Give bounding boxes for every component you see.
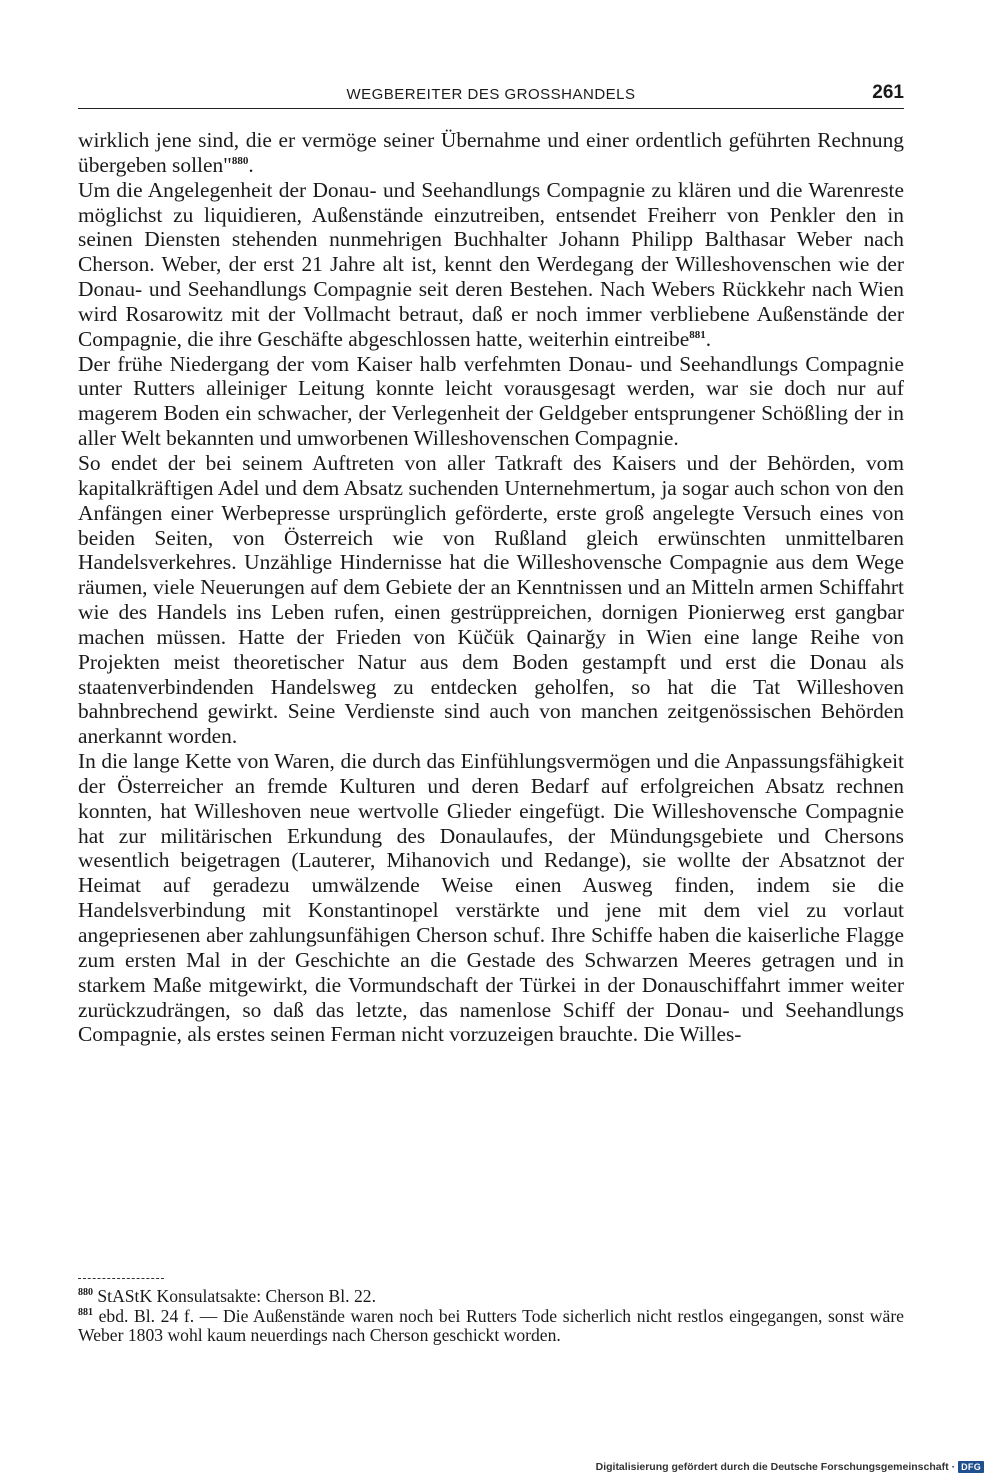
paragraph: [78, 352, 904, 451]
paragraph: [78, 128, 904, 178]
footnote-text: ebd. Bl. 24 f. — Die Außenstände waren noch bei Rutters Tode sicherlich nicht restlos eingegangen, sonst wäre Weber 1803 wohl kaum neuerdings nach Cherson geschickt worden.: [78, 1305, 904, 1345]
page-number: 261: [872, 82, 904, 103]
paragraph: [78, 178, 904, 352]
funding-notice: [595, 1460, 984, 1474]
paragraph-tail: .: [705, 326, 712, 351]
body-text: [78, 128, 904, 1047]
running-header: [78, 84, 904, 109]
paragraph: [78, 749, 904, 1047]
dfg-logo-icon: DFG: [958, 1461, 984, 1473]
footnotes: [78, 1287, 904, 1346]
paragraph-text: Der frühe Niedergang der vom Kaiser halb verfehmten Donau- und Seehandlungs Compagnie unter Rutters alleiniger Leitung konnte leicht vorausgesagt werden, war sie doch nur auf magerem Boden ein schwacher, der Verlegenheit der Geldgeber entsprungener Schößling der in aller Welt bekannten und umworbenen Willeshovenschen Compagnie.: [78, 351, 904, 451]
footnote: [78, 1307, 904, 1346]
paragraph-text: Um die Angelegenheit der Donau- und Seehandlungs Compagnie zu klären und die Warenreste möglichst zu liquidieren, Außenstände einzutreiben, entsendet Freiherr von Penkler den in seinen Diensten stehenden nunmehrigen Buchhalter Johann Philipp Balthasar Weber nach Cherson. Weber, der erst 21 Jahre alt ist, kennt den Werdegang der Willeshovenschen wie der Donau- und Seehandlungs Compagnie seit deren Bestehen. Nach Webers Rückkehr nach Wien wird Rosarowitz mit der Vollmacht betraut, daß er noch immer verbliebene Außenstände der Compagnie, die ihre Geschäfte abgeschlossen hatte, weiterhin eintreibe: [78, 177, 904, 351]
paragraph: [78, 451, 904, 749]
funding-notice-separator: ·: [951, 1461, 956, 1473]
footnote-reference[interactable]: 881: [689, 328, 706, 341]
paragraph-text: In die lange Kette von Waren, die durch das Einfühlungsvermögen und die Anpassungsfähigkeit der Österreicher an fremde Kulturen und deren Bedarf auf erfolgreichen Absatz rechnen konnten, hat Willeshoven neue wertvolle Glieder eingefügt. Die Willeshovensche Compagnie hat zur militärischen Erkundung des Donaulaufes, der Mündungsgebiete und Chersons wesentlich beigetragen (Lauterer, Mihanovich und Redange), sie wollte der Absatznot der Heimat auf geradezu umwälzende Weise einen Ausweg finden, indem sie die Handelsverbindung mit Konstantinopel verstärkte und jene mit dem viel zu vorlaut angepriesenen aber zahlungsunfähigen Cherson schuf. Ihre Schiffe haben die kaiserliche Flagge zum ersten Mal in der Geschichte an die Gestade des Schwarzen Meeres getragen und in starkem Maße mitgewirkt, die Vormundschaft der Türkei in der Donauschiffahrt immer weiter zurückzudrängen, so daß das letzte, das namenlose Schiff der Donau- und Seehandlungs Compagnie, als erstes seinen Ferman nicht vorzuzeigen brauchte. Die Willes-: [78, 749, 904, 1047]
running-title: WEGBEREITER DES GROSSHANDELS: [346, 86, 636, 103]
footnote-number: 881: [78, 1306, 93, 1318]
footnote-reference[interactable]: 880: [231, 154, 249, 167]
footnote-divider: [78, 1278, 164, 1279]
paragraph-text: So endet der bei seinem Auftreten von aller Tatkraft des Kaisers und der Behörden, vom kapitalkräftigen Adel und dem Absatz suchenden Unternehmertum, ja sogar auch schon von den Anfängen einer Werbepresse ursprünglich geförderte, erste groß angelegte Versuch eines von beiden Seiten, von Österreich wie von Rußland gleich erwünschten unmittelbaren Handelsverkehres. Unzählige Hindernisse hat die Willeshovensche Compagnie aus dem Wege räumen, viele Neuerungen auf dem Gebiete der an Kenntnissen und an Mitteln armen Schiffahrt wie des Handels ins Leben rufen, einen gestrüppreichen, dornigen Pionierweg erst gangbar machen müssen. Hatte der Frieden von Küčük Qainarğy in Wien eine lange Reihe von Projekten meist theoretischer Natur aus dem Boden gestampft und erst die Donau als staatenverbindenden Handelsweg zu entdecken geholfen, so hat die Tat Willeshoven bahnbrechend gewirkt. Seine Verdienste sind auch von manchen zeitgenössischen Behörden anerkannt worden.: [78, 450, 904, 749]
funding-notice-text: Digitalisierung gefördert durch die Deutsche Forschungsgemeinschaft: [595, 1461, 949, 1473]
footnote: [78, 1287, 904, 1307]
footnote-number: 880: [78, 1287, 93, 1299]
paragraph-text: wirklich jene sind, die er vermöge seiner Übernahme und einer ordentlich geführten Rechnung übergeben sollen": [78, 128, 904, 177]
footnote-text: StAStK Konsulatsakte: Cherson Bl. 22.: [93, 1286, 376, 1306]
paragraph-tail: .: [248, 152, 254, 177]
